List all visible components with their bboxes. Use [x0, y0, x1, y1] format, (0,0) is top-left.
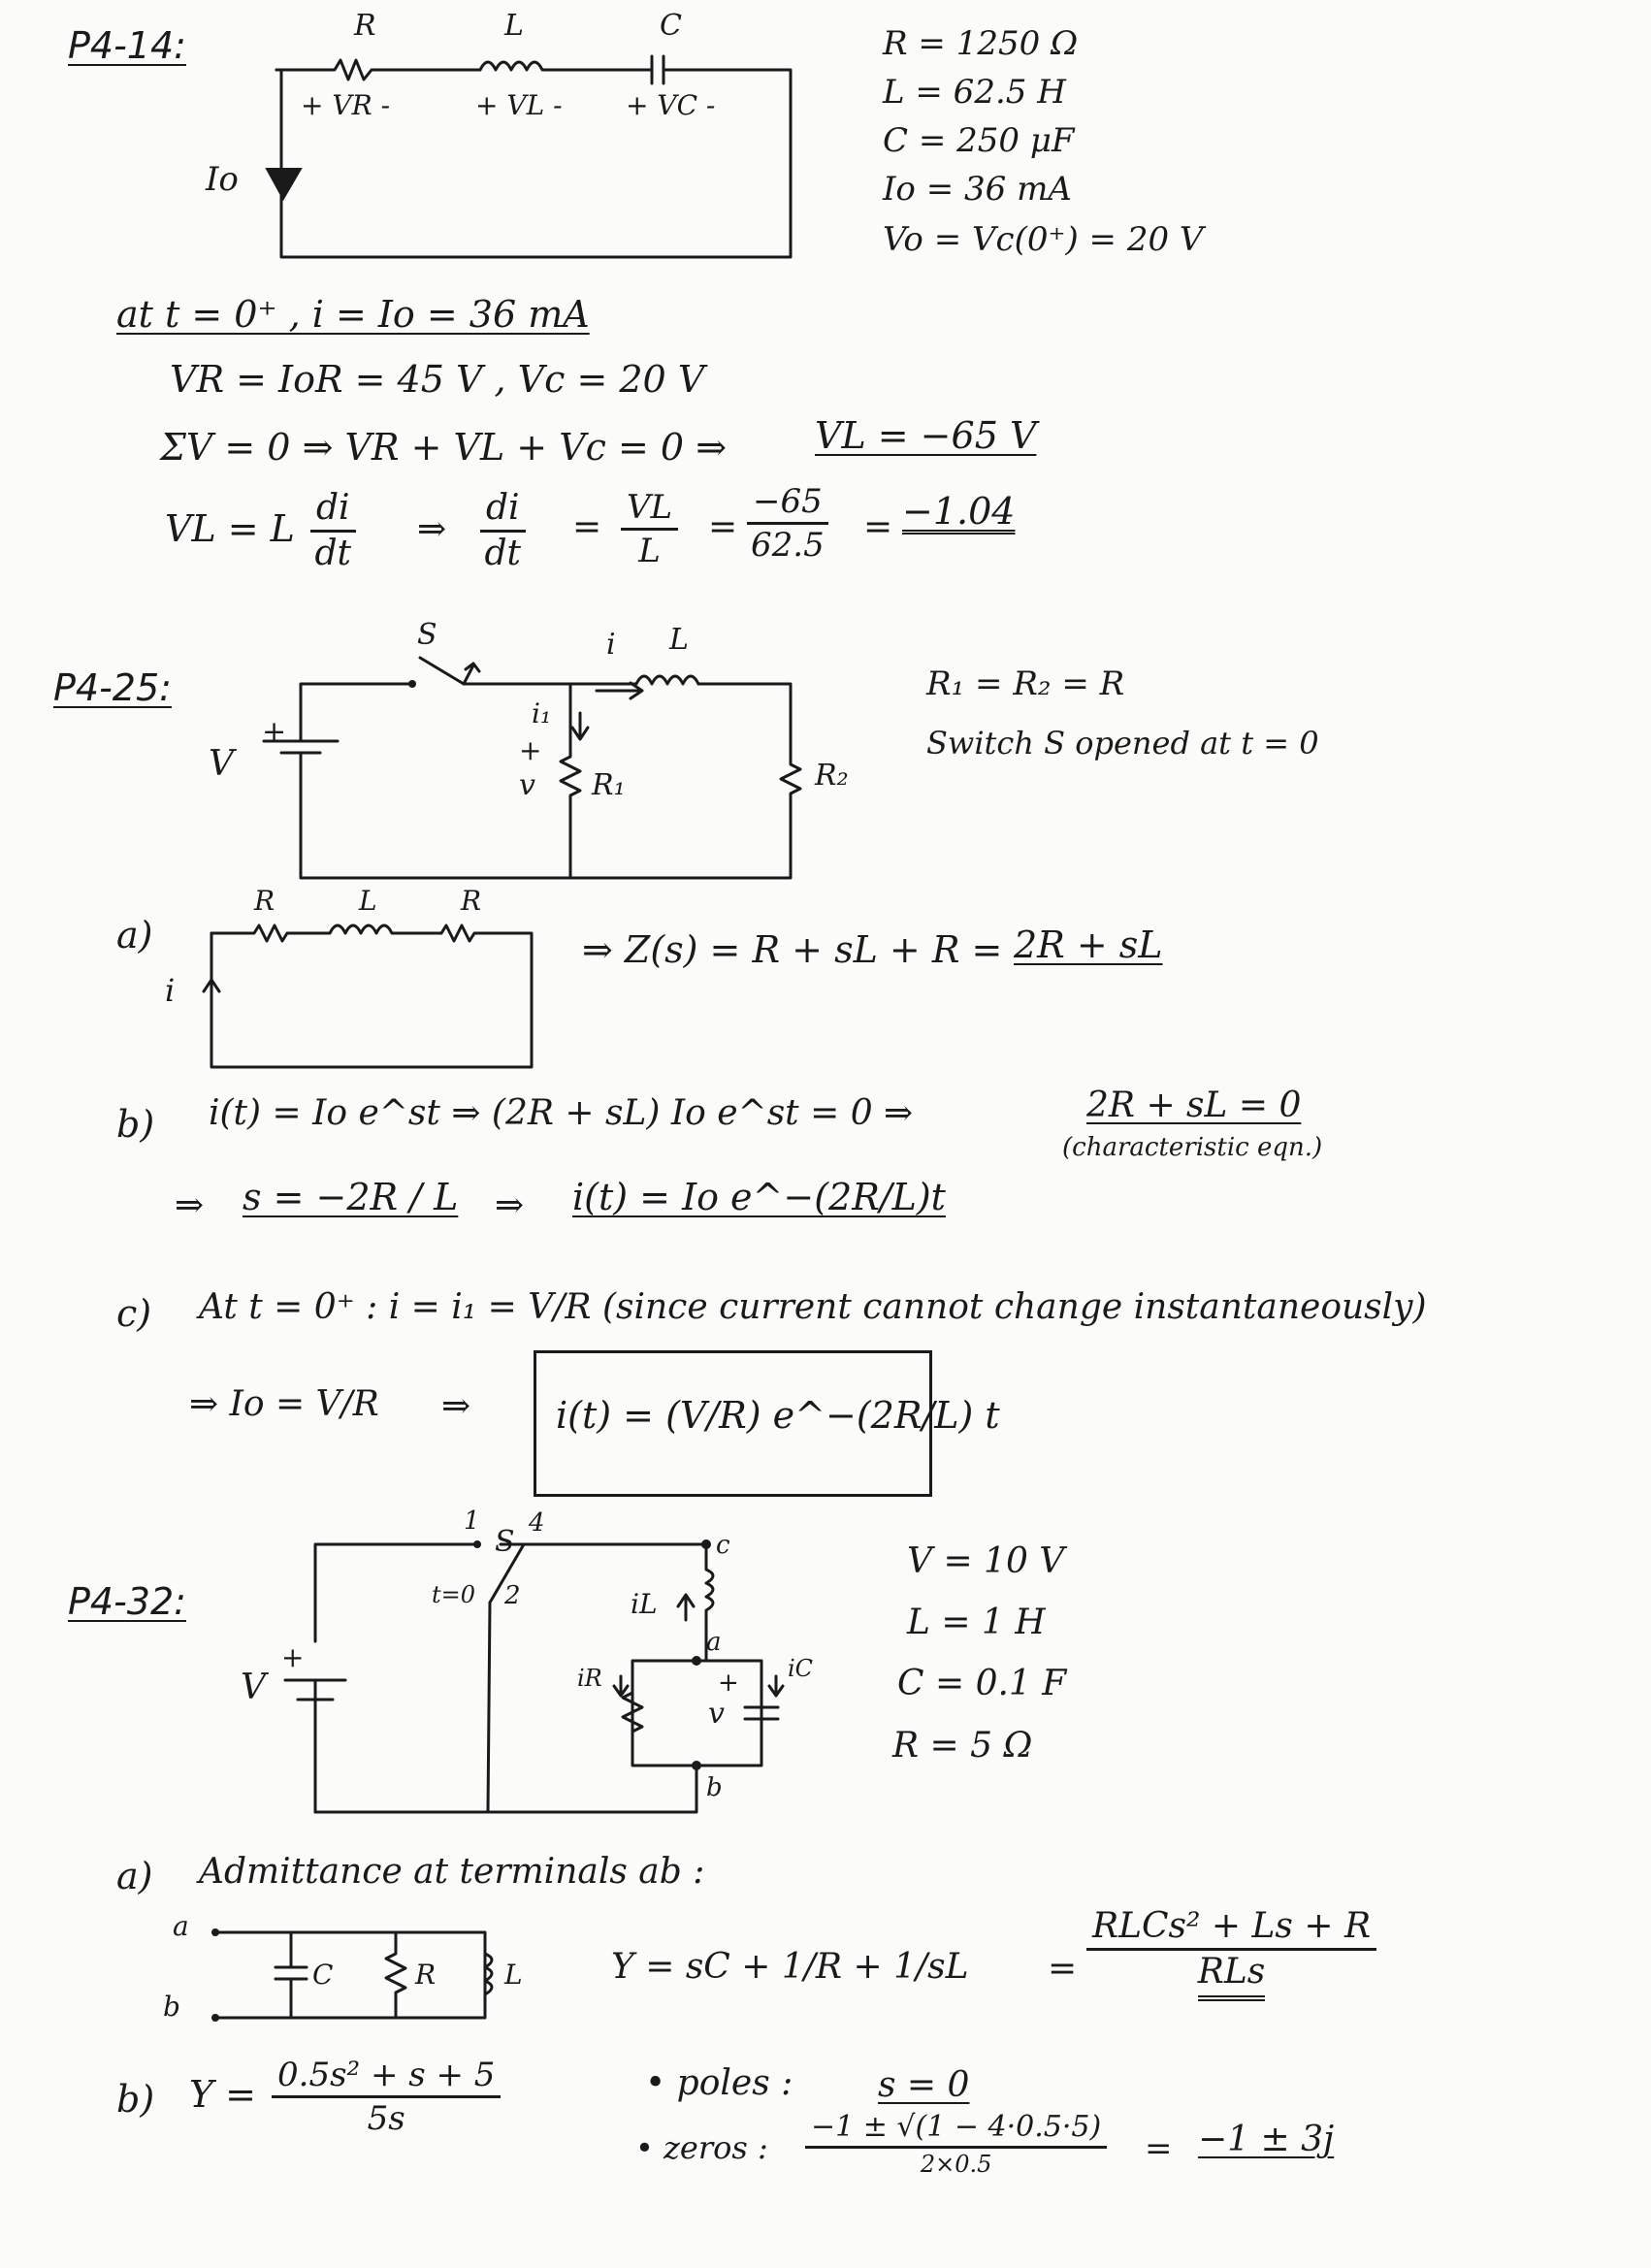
label-plus: + [262, 715, 287, 749]
zeros-fraction: −1 ± √(1 − 4·0.5·5) 2×0.5 [805, 2113, 1107, 2176]
poles-value: s = 0 [878, 2065, 970, 2105]
label-ic: iC [788, 1655, 814, 1682]
part-b-label: b) [116, 1103, 155, 1146]
vl-lhs: VL = L [165, 507, 295, 550]
equals: = [572, 507, 602, 547]
label-r2: R₂ [815, 759, 849, 793]
problem-title-p4-25: P4-25: [53, 666, 172, 709]
p414-vl-result: VL = −65 V [815, 414, 1037, 457]
label-v-source: V [241, 1668, 266, 1707]
label-c: C [312, 1959, 334, 1991]
label-c: C [660, 9, 682, 43]
label-l: L [359, 885, 377, 917]
char-eqn: 2R + sL = 0 [1086, 1085, 1302, 1125]
label-vc: + VC - [626, 89, 716, 121]
label-l: L [504, 9, 524, 43]
label-node-c: c [716, 1531, 730, 1560]
label-vplus: + [718, 1669, 739, 1698]
label-v-node: v [519, 768, 535, 802]
given-l: L = 1 H [907, 1603, 1046, 1642]
problem-title-p4-32: P4-32: [68, 1580, 186, 1623]
given-c: C = 0.1 F [897, 1664, 1067, 1703]
label-switch: S [417, 618, 437, 652]
arrow: ⇒ [175, 1185, 205, 1225]
p414-didt-result: −1.04 [902, 490, 1016, 533]
equals: = [1145, 2129, 1173, 2168]
zeros-value: −1 ± 3j [1198, 2120, 1335, 2159]
problem-title-p4-14: P4-14: [68, 24, 186, 67]
given-v: V = 10 V [907, 1541, 1065, 1581]
label-r: R [354, 9, 376, 43]
label-i: i [165, 972, 176, 1009]
label-node4: 4 [529, 1508, 545, 1538]
label-ir: iR [577, 1665, 602, 1692]
label-l: L [504, 1959, 523, 1991]
equals: = [863, 507, 893, 547]
label-r: R [415, 1959, 437, 1991]
label-vr: + VR - [301, 89, 391, 121]
label-v-source: V [209, 744, 234, 784]
frac-vl-l: $\frac{VL}{L}$ [621, 491, 678, 567]
part-a-label: a) [116, 1855, 153, 1897]
p414-line-initial: at t = 0⁺ , i = Io = 36 mA [116, 293, 590, 336]
part-a-label: a) [116, 914, 153, 956]
terminal-a: a [173, 1910, 189, 1942]
label-r1: R₁ [592, 768, 626, 802]
given-switch: Switch S opened at t = 0 [926, 725, 1319, 761]
it-solution: i(t) = Io e^−(2R/L)t [572, 1176, 946, 1218]
label-plus: + [281, 1641, 305, 1673]
frac-di-dt-2: $\frac{di}{dt}$ [480, 491, 526, 571]
terminal-b: b [163, 1991, 180, 2023]
label-node-a: a [706, 1628, 722, 1657]
arrow: ⇒ [417, 509, 447, 549]
given-r: R = 5 Ω [892, 1726, 1033, 1766]
arrow: ⇒ [495, 1185, 525, 1225]
label-l: L [669, 623, 689, 657]
admittance-heading: Admittance at terminals ab : [199, 1852, 705, 1892]
given-io: Io = 36 mA [883, 170, 1072, 209]
p414-line-kvl: ΣV = 0 ⇒ VR + VL + Vc = 0 ⇒ [160, 426, 728, 469]
given-l: L = 62.5 H [883, 73, 1066, 112]
zeros-label: • zeros : [635, 2129, 768, 2166]
y-numeric-fraction: $\frac{\text{0.5s² + s + 5}}{5s}$ [272, 2058, 501, 2135]
label-node-b: b [706, 1773, 723, 1802]
label-t0: t=0 [432, 1581, 476, 1608]
frac-di-dt: $\frac{di}{dt}$ [310, 491, 356, 571]
label-node2: 2 [504, 1581, 521, 1610]
given-c: C = 250 μF [883, 121, 1075, 160]
admittance-sum: Y = sC + 1/R + 1/sL [611, 1947, 969, 1987]
impedance-result: 2R + sL [1014, 923, 1163, 966]
equals: = [708, 507, 738, 547]
p414-line-vr: VR = IoR = 45 V , Vc = 20 V [170, 358, 705, 401]
initial-current-line: At t = 0⁺ : i = i₁ = V/R (since current cannot change instantaneously) [199, 1287, 1427, 1327]
io-eq: ⇒ Io = V/R [189, 1384, 379, 1424]
s-root: s = −2R / L [243, 1176, 459, 1218]
given-r1-r2: R₁ = R₂ = R [926, 664, 1125, 703]
label-r-left: R [254, 885, 275, 917]
label-node1: 1 [464, 1507, 480, 1536]
boxed-it: i(t) = (V/R) e^−(2R/L) t [556, 1394, 1000, 1437]
label-vplus: + [519, 734, 542, 766]
label-vl: + VL - [475, 89, 563, 121]
admittance-fraction: RLCs² + Ls + R RLs [1086, 1909, 1376, 2001]
y-lhs: Y = [189, 2073, 257, 2116]
label-i1: i₁ [532, 697, 552, 729]
equals: = [1048, 1949, 1078, 1989]
label-s: S [495, 1525, 515, 1559]
part-c-label: c) [116, 1292, 152, 1335]
given-vo: Vo = Vc(0⁺) = 20 V [883, 220, 1204, 259]
frac-m65: $\frac{-65}{62.5}$ [747, 485, 828, 562]
label-i: i [606, 628, 616, 662]
char-eqn-note: (characteristic eqn.) [1062, 1133, 1323, 1162]
label-io: Io [206, 160, 239, 199]
impedance-eq: ⇒ Z(s) = R + sL + R = [582, 928, 1003, 971]
exp-assumption-line: i(t) = Io e^st ⇒ (2R + sL) Io e^st = 0 ⇒ [209, 1093, 914, 1133]
arrow: ⇒ [441, 1386, 471, 1426]
label-r-right: R [461, 885, 482, 917]
given-r: R = 1250 Ω [883, 24, 1079, 63]
poles-label: • poles : [645, 2063, 793, 2103]
part-b-label: b) [116, 2078, 155, 2121]
label-il: iL [631, 1588, 658, 1620]
label-v: v [708, 1697, 725, 1731]
